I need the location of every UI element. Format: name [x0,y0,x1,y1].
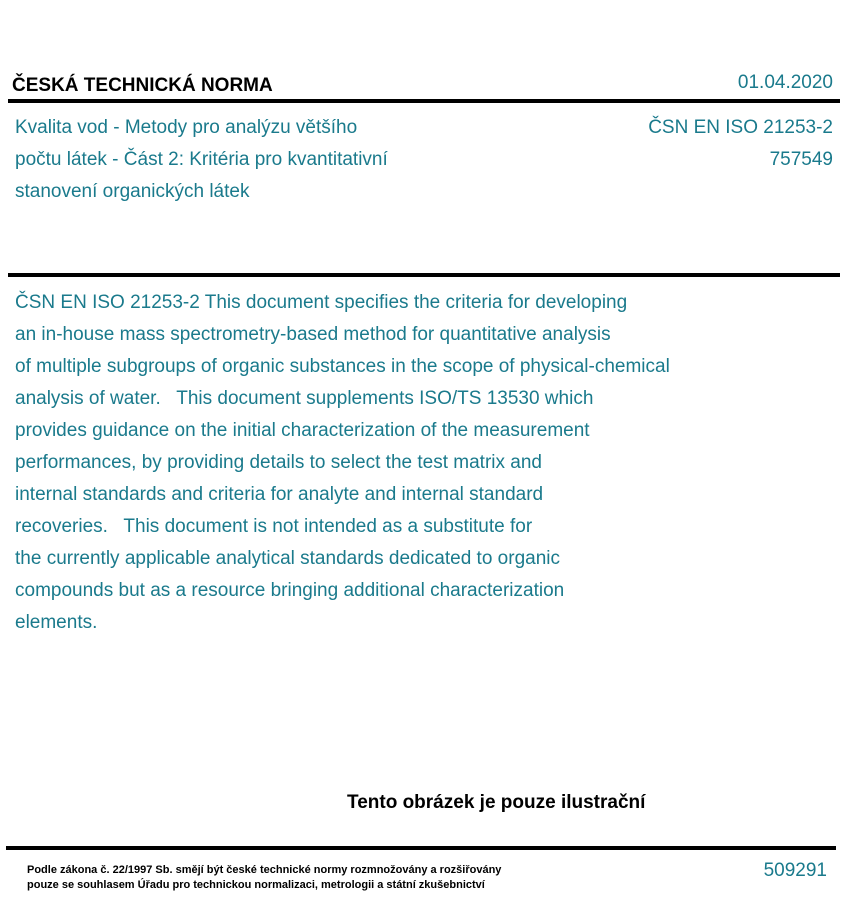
abstract-line: recoveries. This document is not intended as a substitute for [15,516,533,537]
footer-legal-notice [27,863,501,893]
abstract-line: an in-house mass spectrometry-based method for quantitative analysis [15,324,611,345]
standard-header-title: ČESKÁ TECHNICKÁ NORMA [12,75,273,96]
abstract-line: analysis of water. This document supplements ISO/TS 13530 which [15,388,594,409]
abstract-line: the currently applicable analytical standards dedicated to organic [15,548,560,569]
header-rule [8,99,840,103]
abstract-line: elements. [15,612,98,633]
class-number: 757549 [769,149,833,170]
publication-date: 01.04.2020 [737,72,833,93]
abstract-line: provides guidance on the initial characterization of the measurement [15,420,590,441]
document-title-line: stanovení organických látek [15,181,250,202]
abstract-line: of multiple subgroups of organic substances in the scope of physical-chemical [15,356,670,377]
footer-rule [6,846,836,850]
illustrative-notice: Tento obrázek je pouze ilustrační [347,792,646,813]
legal-line: Podle zákona č. 22/1997 Sb. smějí být české technické normy rozmnožovány a rozšiřovány [27,864,502,876]
section-rule [8,273,840,277]
abstract-line: compounds but as a resource bringing additional characterization [15,580,565,601]
standard-code: ČSN EN ISO 21253-2 [648,117,833,138]
document-identifiers [648,112,833,176]
abstract-line: performances, by providing details to select the test matrix and [15,452,542,473]
abstract-line: internal standards and criteria for analyte and internal standard [15,484,544,505]
legal-line: pouze se souhlasem Úřadu pro technickou normalizaci, metrologii a státní zkušebnictví [27,879,485,891]
document-title-line: Kvalita vod - Metody pro analýzu většího [15,117,358,138]
abstract-line: ČSN EN ISO 21253-2 This document specifies the criteria for developing [15,292,628,313]
footer-document-number: 509291 [763,860,827,881]
abstract-text [15,287,775,639]
document-title [15,112,485,208]
document-title-line: počtu látek - Část 2: Kritéria pro kvantitativní [15,149,388,170]
